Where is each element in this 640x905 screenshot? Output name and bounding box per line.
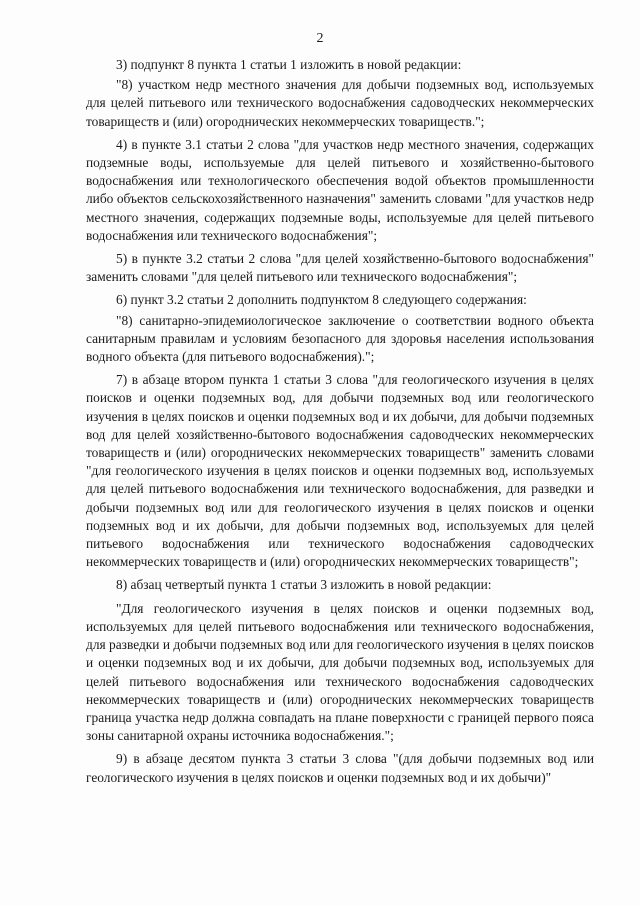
paragraph-item-6: 6) пункт 3.2 статьи 2 дополнить подпунктом 8 следующего содержания: <box>116 292 527 308</box>
paragraph-subitem-8-conclusion: "8) санитарно-эпидемиологическое заключение о соответствии водного объекта санитарным правилам и условиям безопасного для здоровья населения использования водного объекта (для питьевого водоснабжения)."; <box>86 312 594 365</box>
document-body <box>86 56 594 787</box>
paragraph-item-8: 8) абзац четвертый пункта 1 статьи 3 изложить в новой редакции: <box>116 577 492 593</box>
paragraph-item-7: 7) в абзаце втором пункта 1 статьи 3 слова "для геологического изучения в целях поисков и оценки подземных вод, для добычи подземных вод или геологического изучения в целях поисков и оценки подземных вод и их добычи, для добычи подземных вод для целей хозяйственно-бытового водоснабжения садоводческих некоммерческих товариществ и (или) огороднических некоммерческих товариществ" заменить словами "для геологического изучения в целях поисков и оценки подземных вод, используемых для целей питьевого водоснабжения или технического водоснабжения, для разведки и добычи подземных вод или для геологического изучения в целях поисков и оценки подземных вод и их добычи, для добычи подземных вод, используемых для целей питьевого водоснабжения или технического водоснабжения садоводческих некоммерческих товариществ и (или) огороднических некоммерческих товариществ"; <box>86 372 594 570</box>
paragraph-paragraph-four-text: "Для геологического изучения в целях поисков и оценки подземных вод, используемых для целей питьевого водоснабжения или технического водоснабжения, для разведки и добычи подземных вод или для геологического изучения в целях поисков и оценки подземных вод и их добычи, для добычи подземных вод, используемых для целей питьевого водоснабжения или технического водоснабжения садоводческих некоммерческих товариществ и (или) огороднических некоммерческих товариществ граница участка недр должна совпадать на плане поверхности с границей первого пояса зоны санитарной охраны источника водоснабжения."; <box>86 600 594 744</box>
paragraph-subitem-8-text: "8) участком недр местного значения для добычи подземных вод, используемых для целей питьевого или технического водоснабжения садоводческих некоммерческих товариществ и (или) огороднических некоммерческих товариществ."; <box>86 77 594 129</box>
paragraph-item-4: 4) в пункте 3.1 статьи 2 слова "для участков недр местного значения, содержащих подземные воды, используемые для целей питьевого и хозяйственно-бытового водоснабжения или технологического обеспечения водой объектов промышленности либо объектов сельскохозяйственного назначения" заменить словами "для участков недр местного значения, содержащих подземные воды, используемые для целей питьевого водоснабжения или технического водоснабжения"; <box>86 136 594 243</box>
paragraph-item-3: 3) подпункт 8 пункта 1 статьи 1 изложить в новой редакции: <box>116 57 462 72</box>
paragraph-item-5: 5) в пункте 3.2 статьи 2 слова "для целей хозяйственно-бытового водоснабжения" заменить словами "для целей питьевого или технического водоснабжения"; <box>86 251 594 285</box>
page-number: 2 <box>316 31 324 46</box>
paragraph-item-9: 9) в абзаце десятом пункта 3 статьи 3 слова "(для добычи подземных вод или геологического изучения в целях поисков и оценки подземных вод и их добычи)" <box>86 751 594 785</box>
